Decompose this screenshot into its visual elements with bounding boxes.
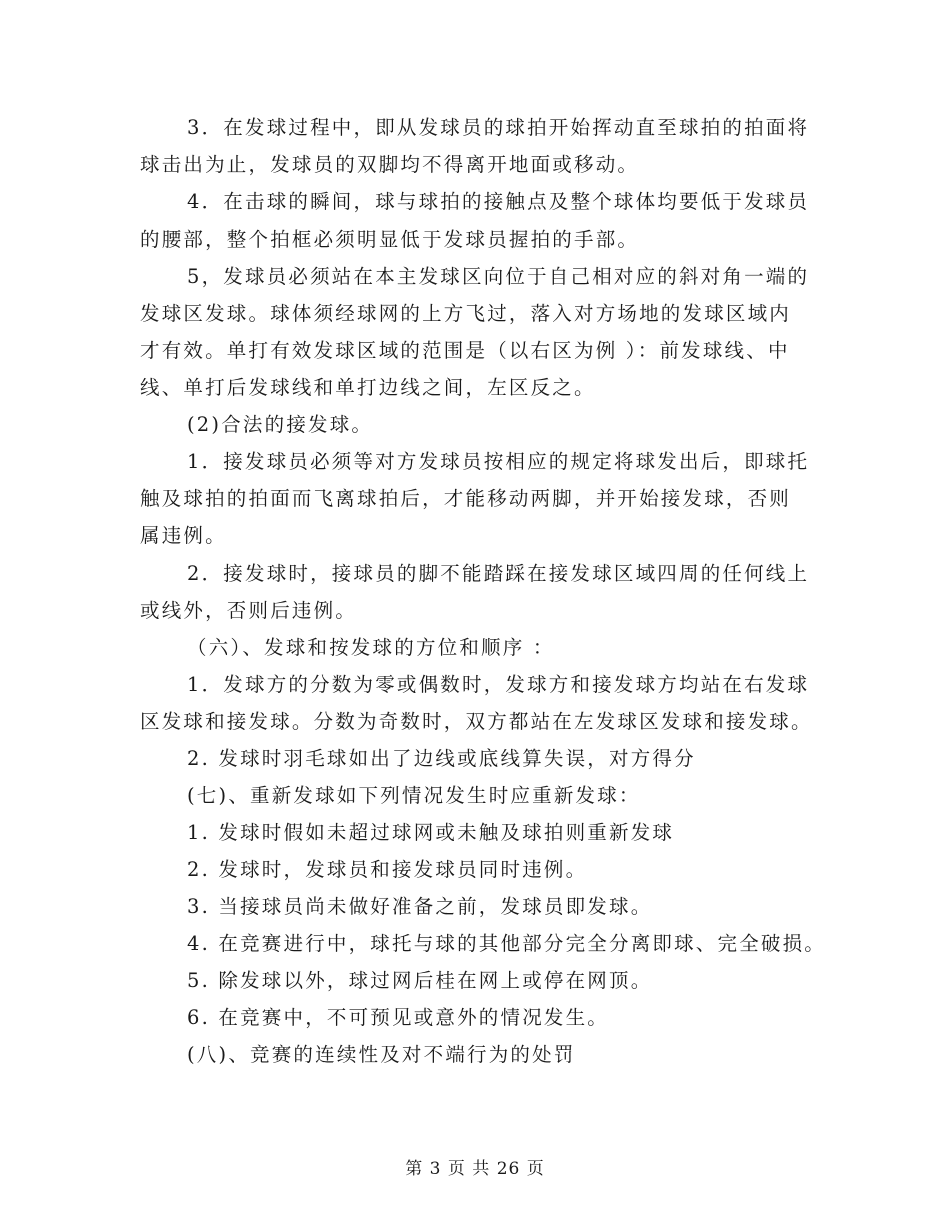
text-line: (七)、重新发球如下列情况发生时应重新发球： bbox=[187, 784, 641, 807]
text-line: 的腰部，整个拍框必须明显低于发球员握拍的手部。 bbox=[140, 228, 640, 251]
text-line: 区发球和接发球。分数为奇数时，双方都站在左发球区发球和接发球。 bbox=[140, 710, 813, 733]
text-line: 4．在击球的瞬间，球与球拍的接触点及整个球体均要低于发球员 bbox=[187, 190, 810, 213]
text-line: 2. 发球时羽毛球如出了边线或底线算失误，对方得分 bbox=[187, 747, 696, 770]
text-line: 6. 在竞赛中，不可预见或意外的情况发生。 bbox=[187, 1006, 610, 1029]
text-line: 5. 除发球以外，球过网后桂在网上或停在网顶。 bbox=[187, 969, 653, 992]
text-line: 2. 发球时，发球员和接发球员同时违例。 bbox=[187, 858, 588, 881]
text-line: 1．接发球员必须等对方发球员按相应的规定将球发出后，即球托 bbox=[187, 450, 810, 473]
text-line: 1. 发球时假如未超过球网或未触及球拍则重新发球 bbox=[187, 821, 675, 844]
text-line: 线、单打后发球线和单打边线之间，左区反之。 bbox=[140, 376, 596, 399]
text-line: （六）、发球和按发球的方位和顺序 ： bbox=[187, 636, 555, 659]
text-line: 球击出为止，发球员的双脚均不得离开地面或移动。 bbox=[140, 153, 640, 176]
text-line: 发球区发球。球体须经球网的上方飞过，落入对方场地的发球区域内 bbox=[140, 302, 792, 325]
text-line: (八)、竞赛的连续性及对不端行为的处罚 bbox=[187, 1043, 576, 1066]
text-line: 5，发球员必须站在本主发球区向位于自己相对应的斜对角一端的 bbox=[187, 265, 810, 288]
text-line: 1．发球方的分数为零或偶数时，发球方和接发球方均站在右发球 bbox=[187, 673, 810, 696]
text-line: 2．接发球时，接球员的脚不能踏踩在接发球区域四周的任何线上 bbox=[187, 562, 810, 585]
text-line: 3. 当接球员尚未做好准备之前，发球员即发球。 bbox=[187, 895, 653, 918]
text-line: 或线外，否则后违例。 bbox=[140, 599, 358, 622]
text-line: 才有效。单打有效发球区域的范围是（以右区为例 ）：前发球线、中 bbox=[140, 339, 790, 362]
text-line: 3．在发球过程中，即从发球员的球拍开始挥动直至球拍的拍面将 bbox=[187, 116, 810, 139]
text-line: 属违例。 bbox=[140, 524, 227, 547]
text-line: 4. 在竞赛进行中，球托与球的其他部分完全分离即球、完全破损。 bbox=[187, 932, 827, 955]
text-line: 触及球拍的拍面而飞离球拍后，才能移动两脚，并开始接发球，否则 bbox=[140, 487, 792, 510]
text-line: (2)合法的接发球。 bbox=[187, 413, 374, 436]
page-number-footer: 第 3 页 共 26 页 bbox=[405, 1159, 545, 1179]
